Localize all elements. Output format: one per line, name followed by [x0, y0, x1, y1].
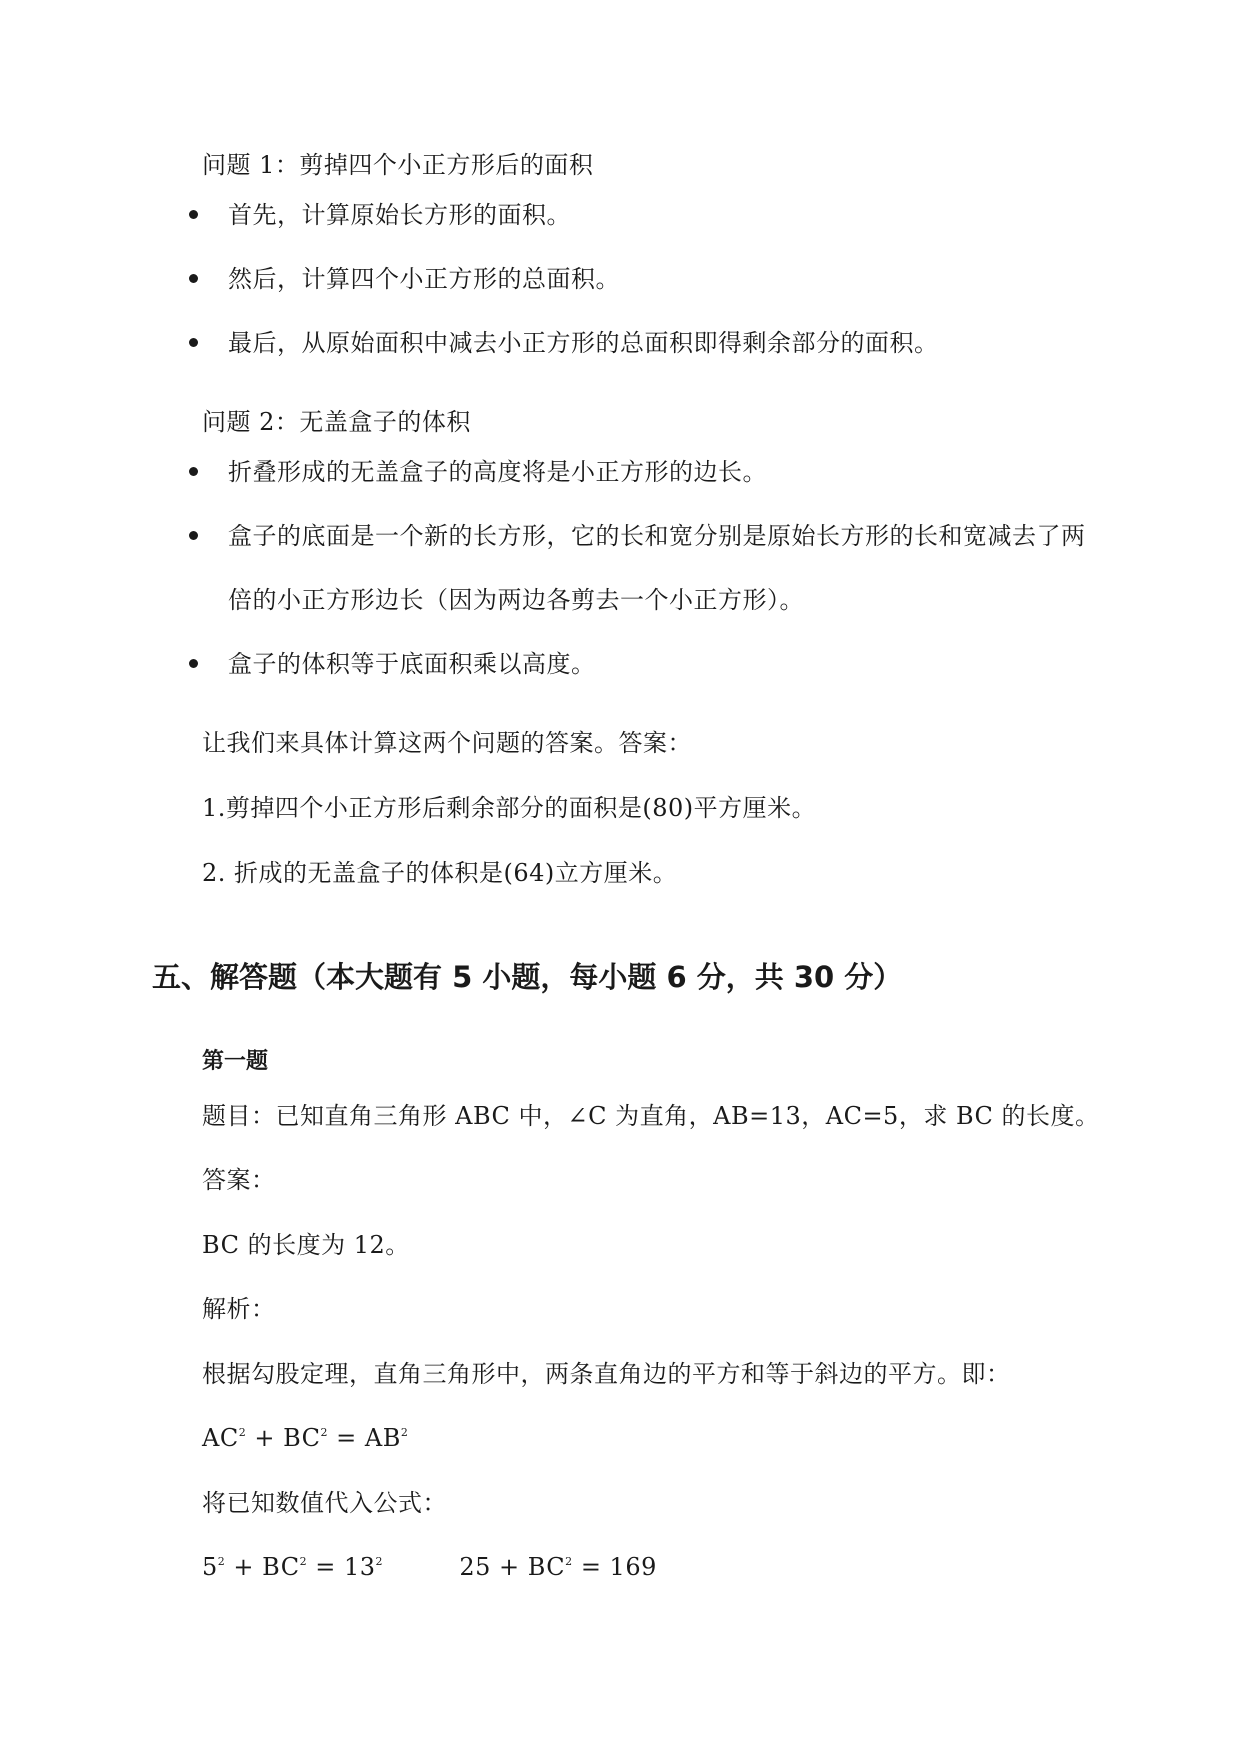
answer-1: 1.剪掉四个小正方形后剩余部分的面积是(80)平方厘米。: [202, 794, 817, 822]
problem-statement: 题目：已知直角三角形 ABC 中，∠C 为直角，AB=13，AC=5，求 BC 的长度。: [202, 1102, 1100, 1130]
bullet-icon: [189, 531, 198, 540]
q2-step-1: 折叠形成的无盖盒子的高度将是小正方形的边长。: [228, 458, 767, 486]
question-1-title: 问题 1：剪掉四个小正方形后的面积: [202, 151, 594, 179]
q2-step-3: 盒子的体积等于底面积乘以高度。: [228, 650, 596, 678]
pythagorean-formula: $AC^2 + BC^2 = AB^2$: [202, 1424, 409, 1452]
q2-step-2-line-2: 倍的小正方形边长（因为两边各剪去一个小正方形）。: [228, 586, 804, 614]
analysis-label: 解析：: [202, 1295, 276, 1323]
calculation-intro: 让我们来具体计算这两个问题的答案。答案：: [202, 729, 692, 757]
answer-text: BC 的长度为 12。: [202, 1231, 410, 1259]
sub-heading: 第一题: [202, 1049, 269, 1074]
bullet-icon: [189, 210, 198, 219]
bullet-icon: [189, 467, 198, 476]
answer-2: 2. 折成的无盖盒子的体积是(64)立方厘米。: [202, 859, 678, 887]
q2-step-2-line-1: 盒子的底面是一个新的长方形，它的长和宽分别是原始长方形的长和宽减去了两: [228, 522, 1086, 550]
answer-label: 答案：: [202, 1166, 276, 1194]
question-2-title: 问题 2：无盖盒子的体积: [202, 408, 471, 436]
bullet-icon: [189, 274, 198, 283]
q1-step-2: 然后，计算四个小正方形的总面积。: [228, 265, 620, 293]
bullet-icon: [189, 338, 198, 347]
bullet-icon: [189, 659, 198, 668]
substituted-formula: $5^2 + BC^2 = 13^2$ $25 + BC^2 = 169$: [202, 1553, 657, 1581]
q1-step-3: 最后，从原始面积中减去小正方形的总面积即得剩余部分的面积。: [228, 329, 939, 357]
substitute-label: 将已知数值代入公式：: [202, 1489, 447, 1517]
q1-step-1: 首先，计算原始长方形的面积。: [228, 201, 571, 229]
section-title: 五、解答题（本大题有 5 小题，每小题 6 分，共 30 分）: [152, 960, 903, 994]
analysis-text: 根据勾股定理，直角三角形中，两条直角边的平方和等于斜边的平方。即：: [202, 1360, 1011, 1388]
